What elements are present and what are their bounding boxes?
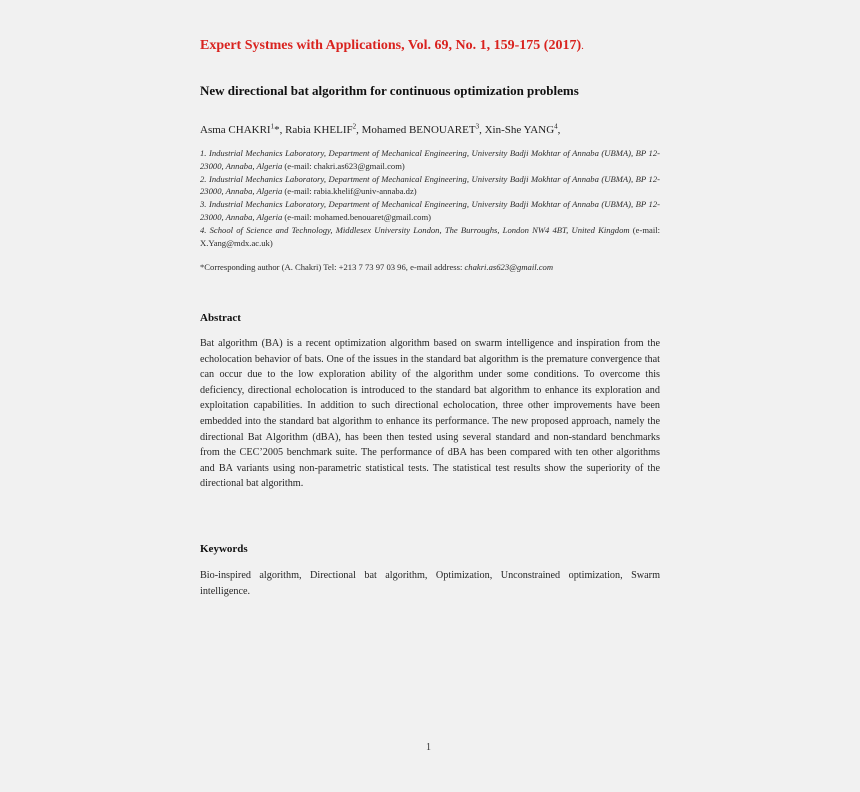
corresponding-author-email: chakri.as623@gmail.com <box>464 262 554 272</box>
author-affiliation-mark: 3 <box>475 122 480 131</box>
affiliation-item <box>200 173 660 199</box>
journal-reference-text: Expert Systmes with Applications, Vol. 69, No. 1, 159-175 (2017) <box>200 38 582 53</box>
author-separator: , <box>557 124 561 136</box>
author-separator: , <box>356 124 362 136</box>
author-affiliation-mark: 4 <box>554 122 558 131</box>
abstract-heading: Abstract <box>200 312 241 324</box>
author-name: Xin-She YANG <box>484 124 555 136</box>
affiliation-text: 3. Industrial Mechanics Laboratory, Department of Mechanical Engineering, University Badji Mokhtar of Annaba (UBMA), BP 12-23000, Annaba, Algeria <box>200 199 660 222</box>
affiliation-text: 1. Industrial Mechanics Laboratory, Department of Mechanical Engineering, University Badji Mokhtar of Annaba (UBMA), BP 12-23000, Annaba, Algeria <box>200 148 660 171</box>
affiliation-list <box>200 147 660 249</box>
author-affiliation-mark: 2 <box>352 122 357 131</box>
corresponding-author-text: *Corresponding author (A. Chakri) Tel: +213 7 73 97 03 96, e-mail address: <box>200 262 465 272</box>
affiliation-email: (e-mail: rabia.khelif@univ-annaba.dz) <box>282 186 417 197</box>
affiliation-item <box>200 224 660 250</box>
affiliation-email: (e-mail: X.Yang@mdx.ac.uk) <box>200 224 660 248</box>
journal-reference-period: . <box>581 40 584 52</box>
author-separator: , <box>479 124 485 136</box>
affiliation-email: (e-mail: chakri.as623@gmail.com) <box>282 160 405 171</box>
author-affiliation-mark: 1 <box>270 122 275 131</box>
affiliation-email: (e-mail: mohamed.benouaret@gmail.com) <box>282 211 431 222</box>
page-number: 1 <box>426 742 431 753</box>
author-name: Mohamed BENOUARET <box>361 124 476 136</box>
author-name: Asma CHAKRI <box>200 124 271 136</box>
abstract-body: Bat algorithm (BA) is a recent optimization algorithm based on swarm intelligence and inspiration from the echolocation behavior of bats. One of the issues in the standard bat algorithm is the premature convergence that can occur due to the low exploration ability of the algorithm under some conditions. To overcome this deficiency, directional echolocation is introduced to the standard bat algorithm to enhance its exploration and exploitation capabilities. In addition to such directional echolocation, three other improvements have been embedded into the standard bat algorithm to enhance its performance. The new proposed approach, namely the directional Bat Algorithm (dBA), has been then tested using several standard and non-standard benchmarks from the CEC’2005 benchmark suite. The performance of dBA has been compared with ten other algorithms and BA variants using non-parametric statistical tests. The statistical test results show the superiority of the directional bat algorithm. <box>200 338 660 490</box>
affiliation-item <box>200 198 660 224</box>
corresponding-author-note <box>200 262 553 272</box>
journal-reference <box>200 38 584 54</box>
keywords-body: Bio-inspired algorithm, Directional bat algorithm, Optimization, Unconstrained optimization, Swarm intelligence. <box>200 570 660 597</box>
affiliation-item <box>200 147 660 173</box>
paper-title: New directional bat algorithm for continuous optimization problems <box>200 83 579 98</box>
author-name: Rabia KHELIF <box>285 124 353 136</box>
affiliation-text: 4. School of Science and Technology, Middlesex University London, The Burroughs, London NW4 4BT, United Kingdom <box>200 224 630 235</box>
keywords-heading: Keywords <box>200 543 248 555</box>
author-list <box>200 124 560 136</box>
affiliation-text: 2. Industrial Mechanics Laboratory, Department of Mechanical Engineering, University Badji Mokhtar of Annaba (UBMA), BP 12-23000, Annaba, Algeria <box>200 173 660 197</box>
author-separator: *, <box>274 124 286 136</box>
